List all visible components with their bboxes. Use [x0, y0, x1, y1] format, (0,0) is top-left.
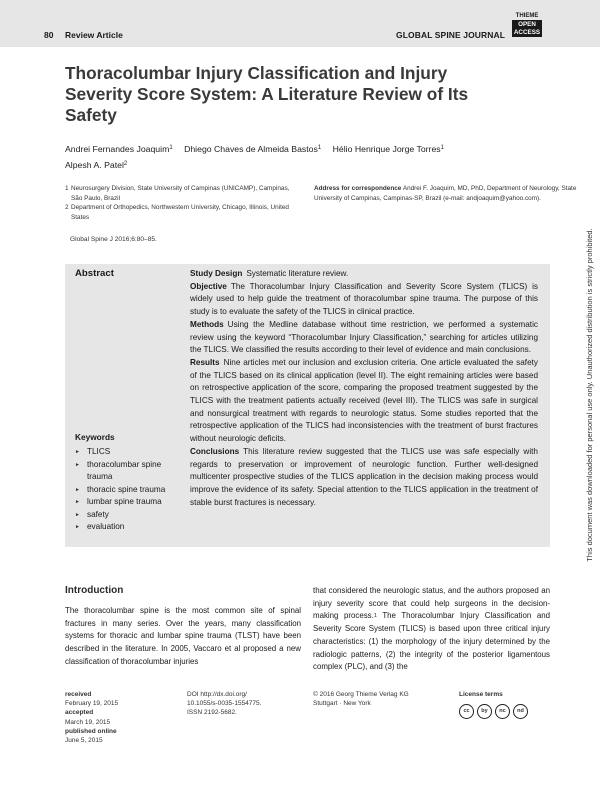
abstract-section: Objective The Thoracolumbar Injury Classification and Severity Score System (TLICS) is widely used to help guide the treatment of thoracolumbar spine trauma. The purpose of this study is to evaluate the safety of the TLICS in clinical practice.	[190, 281, 538, 317]
keyword: ► evaluation	[75, 521, 185, 534]
doi-info: DOI http://dx.doi.org/ 10.1055/s-0035-1554775. ISSN 2192-5682.	[187, 690, 297, 718]
citation: Global Spine J 2016;6:80–85.	[70, 236, 157, 243]
affiliation: 2 Department of Orthopedics, Northwestern University, Chicago, Illinois, United States	[65, 204, 289, 221]
journal-name: GLOBAL SPINE JOURNAL	[396, 30, 506, 40]
oa-line2: ACCESS	[513, 28, 541, 36]
license	[459, 690, 549, 719]
oa-box	[512, 20, 542, 37]
keyword: ► TLICS	[75, 446, 185, 459]
abstract-section: Methods Using the Medline database without time restriction, we performed a systematic review using the keyword “Thoracolumbar Injury Classification,” searching for articles utilizing the TLICS. We classified the results according to their level of evidence and main conclusions.	[190, 319, 538, 355]
thieme-open-access-logo	[512, 13, 542, 37]
reference-marker: 1	[373, 613, 377, 620]
author: Andrei Fernandes Joaquim$^1$	[65, 144, 173, 154]
license-label: License terms	[459, 691, 503, 698]
introduction-heading: Introduction	[65, 585, 124, 596]
keyword: ► lumbar spine trauma	[75, 496, 185, 509]
author-list	[65, 141, 525, 173]
nc-icon: nc	[495, 704, 510, 719]
keyword: ► thoracolumbar spine trauma	[75, 459, 185, 484]
abstract-section: Results Nine articles met our inclusion and exclusion criteria. One article evaluated the safety of the TLICS based on its clinical application (level II). The eight remaining articles were based on retrospective application of the score, comparing the proposed treatment suggested by the TLICS with the treatment patients actually received (level III). The TLICS was safe in surgical and nonsurgical treatment with regards to neurologic status. Some studies reported that the retrospective application of the TLICS had inconsistencies with the treatment of burst fractures without neurologic deficits.	[190, 357, 538, 444]
cc-icon: cc	[459, 704, 474, 719]
section-label: Review Article	[65, 30, 123, 40]
nd-icon: nd	[513, 704, 528, 719]
author: Alpesh A. Patel$^2$	[65, 160, 128, 170]
correspondence	[314, 184, 582, 203]
article-dates: received February 19, 2015 accepted March 19, 2015 published online June 5, 2015	[65, 691, 119, 745]
page-number: 80	[44, 30, 54, 40]
affiliation: 1 Neurosurgery Division, State University of Campinas (UNICAMP), Campinas, São Paulo, Brazil	[65, 185, 290, 202]
oa-line1: OPEN	[518, 21, 536, 28]
affiliations	[65, 184, 300, 222]
abstract-section: Conclusions This literature review suggested that the TLICS use was safe especially with regards to preservation or improvement of neurologic function. Further well-designed multicenter prospective studies of the TLICS application in the decision making process would improve the evidence of its safety. Special attention to the TLICS application in the treatment of stable burst fractures is necessary.	[190, 446, 538, 507]
article-title: Thoracolumbar Injury Classification and Injury Severity Score System: A Literature Review of Its Safety	[65, 63, 469, 125]
license-icons[interactable]	[459, 704, 549, 719]
correspondence-label: Address for correspondence	[314, 185, 402, 192]
keywords-label: Keywords	[75, 432, 115, 442]
download-notice: This document was downloaded for personal use only. Unauthorized distribution is strictly prohibited.	[585, 228, 594, 562]
keyword: ► safety	[75, 509, 185, 522]
correspondence-text: Andrei F. Joaquim, MD, PhD, Department of Neurology, State University of Campinas, Campinas-SP, Brazil (e-mail: andjoaquim@yahoo.com).	[314, 185, 577, 202]
doi-link[interactable]: DOI http://dx.doi.org/	[187, 691, 247, 698]
by-icon: by	[477, 704, 492, 719]
keyword-list	[75, 446, 185, 534]
author: Dhiego Chaves de Almeida Bastos$^1$	[184, 144, 322, 154]
keyword: ► thoracic spine trauma	[75, 484, 185, 497]
copyright-info: © 2016 Georg Thieme Verlag KG Stuttgart · New York	[313, 691, 409, 708]
intro-text-right: that considered the neurologic status, and the authors proposed an injury severity score that could help surgeons in the decision-making process.$^1$ The Thoracolumbar Injury Classification and Severity Score System (TLICS) is based upon three critical injury characteristics: (1) the morphology of the injury determined by the radiologic patterns, (2) the integrity of the posterior ligamentous complex (PLC), and (3) the	[313, 586, 551, 672]
abstract-body	[190, 268, 538, 509]
intro-text-left: The thoracolumbar spine is the most common site of spinal fractures in many series. Over the years, many classification systems for thoracic and lumbar spine trauma (TLST) have been described in the literature. In 2005, Vaccaro et al proposed a new classification of thoracolumbar injuries	[65, 606, 301, 666]
oa-publisher: THIEME	[515, 13, 539, 19]
abstract-section: Study Design Systematic literature review.	[190, 269, 349, 278]
author: Hélio Henrique Jorge Torres$^1$	[332, 144, 444, 154]
abstract-label: Abstract	[75, 268, 114, 279]
